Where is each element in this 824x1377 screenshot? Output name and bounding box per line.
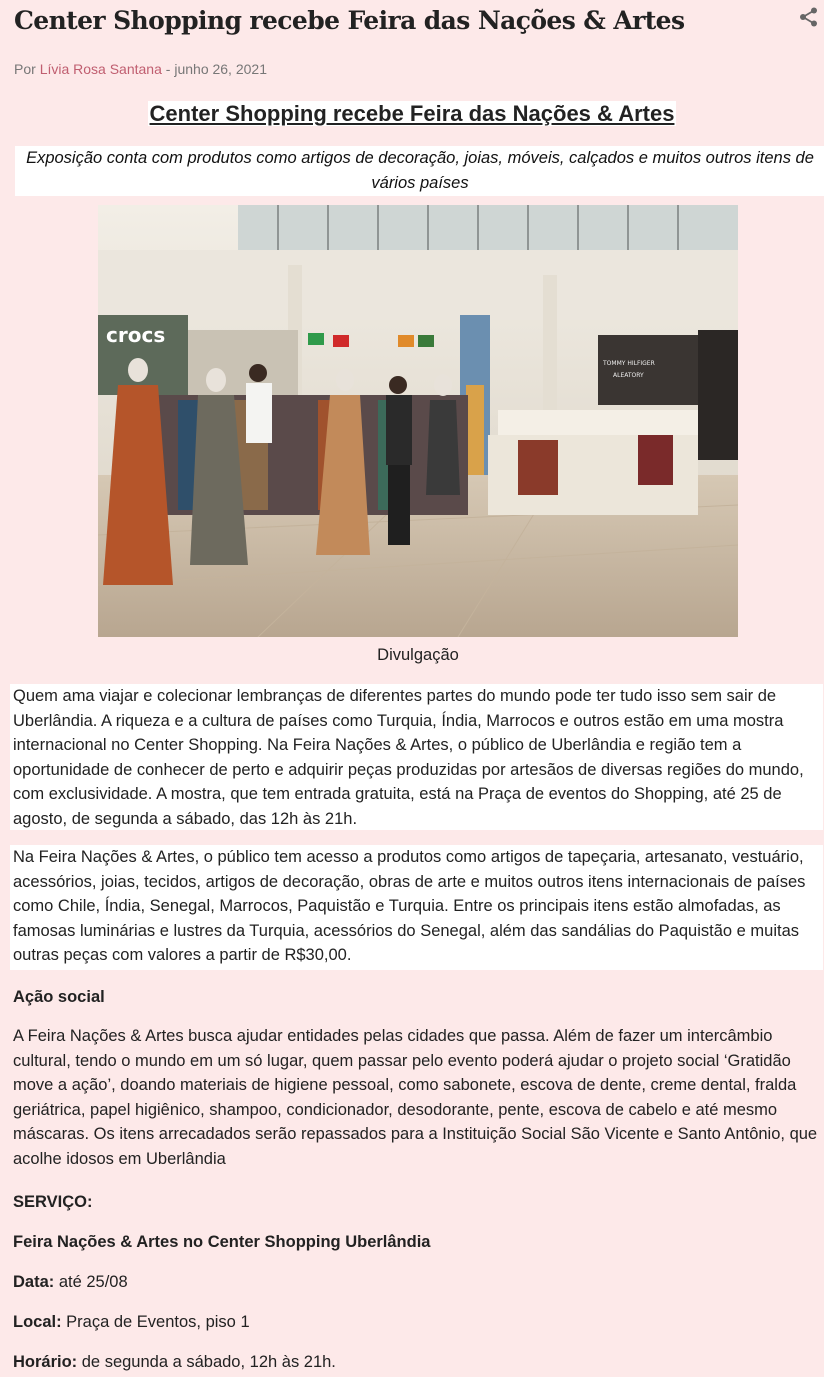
article-photo (98, 205, 738, 637)
section-title-acao-social: Ação social (13, 988, 105, 1006)
service-place-label: Local: (13, 1313, 62, 1331)
author-link[interactable]: Lívia Rosa Santana (39, 61, 162, 77)
paragraph-1: Quem ama viajar e colecionar lembranças de diferentes partes do mundo pode ter tudo isso sem sair de Uberlândia. A riqueza e a cultura de países como Turquia, Índia, Marrocos e outros estão em uma mostra internacional no Center Shopping. Na Feira Nações & Artes, o público de Uberlândia e região tem a oportunidade de conhecer de perto e adquirir peças produzidas por artesãos de diversas regiões do mundo, com exclusividade. A mostra, que tem entrada gratuita, está na Praça de eventos do Shopping, até 25 de agosto, de segunda a sábado, das 12h às 21h. (13, 687, 804, 828)
service-hours-label: Horário: (13, 1353, 78, 1371)
post-byline (14, 61, 267, 77)
service-date-label: Data: (13, 1273, 55, 1291)
byline-prefix: Por (14, 61, 40, 77)
article-subheadline: Exposição conta com produtos como artigos de decoração, joias, móveis, calçados e muitos outros itens de vários países (15, 146, 824, 196)
store-sign-crocs: crocs (106, 323, 166, 347)
share-icon[interactable] (798, 6, 820, 28)
store-sign-aleatory: ALEATORY (613, 372, 644, 379)
image-caption: Divulgação (377, 646, 459, 664)
service-date-value: até 25/08 (54, 1273, 128, 1291)
store-sign-tommy: TOMMY HILFIGER (603, 360, 655, 367)
service-date (13, 1270, 823, 1295)
service-title: SERVIÇO: (13, 1193, 93, 1211)
service-hours (13, 1350, 823, 1375)
service-place (13, 1310, 823, 1335)
article-headline-text: Center Shopping recebe Feira das Nações & Artes (149, 101, 675, 126)
paragraph-3: A Feira Nações & Artes busca ajudar entidades pelas cidades que passa. Além de fazer um intercâmbio cultural, tendo o mundo em um só lugar, quem passar pelo evento poderá ajudar o projeto social ‘Gratidão move a ação’, doando materiais de higiene pessoal, como sabonete, escova de dente, creme dental, fralda geriátrica, papel higiênico, shampoo, condicionador, desodorante, pente, escova de cabelo e até mesmo máscaras. Os itens arrecadados serão repassados para a Instituição Social São Vicente e Santo Antônio, que acolhe idosos em Uberlândia (13, 1027, 818, 1168)
byline-separator: - (161, 61, 175, 77)
article-headline (0, 101, 824, 127)
paragraph-2: Na Feira Nações & Artes, o público tem acesso a produtos como artigos de tapeçaria, artesanato, vestuário, acessórios, joias, tecidos, artigos de decoração, obras de arte e muitos outros itens internacionais de países como Chile, Índia, Senegal, Marrocos, Paquistão e Turquia. Entre os principais itens estão almofadas, as famosas luminárias e lustres da Turquia, acessórios do Senegal, além das sandálias do Paquistão e muitas outras peças com valores a partir de R$30,00. (13, 848, 806, 965)
service-event-name: Feira Nações & Artes no Center Shopping Uberlândia (13, 1233, 431, 1251)
service-hours-value: de segunda a sábado, 12h às 21h. (77, 1353, 336, 1371)
post-title: Center Shopping recebe Feira das Nações & Artes (14, 6, 685, 35)
post-date: junho 26, 2021 (174, 61, 267, 77)
service-place-value: Praça de Eventos, piso 1 (61, 1313, 250, 1331)
